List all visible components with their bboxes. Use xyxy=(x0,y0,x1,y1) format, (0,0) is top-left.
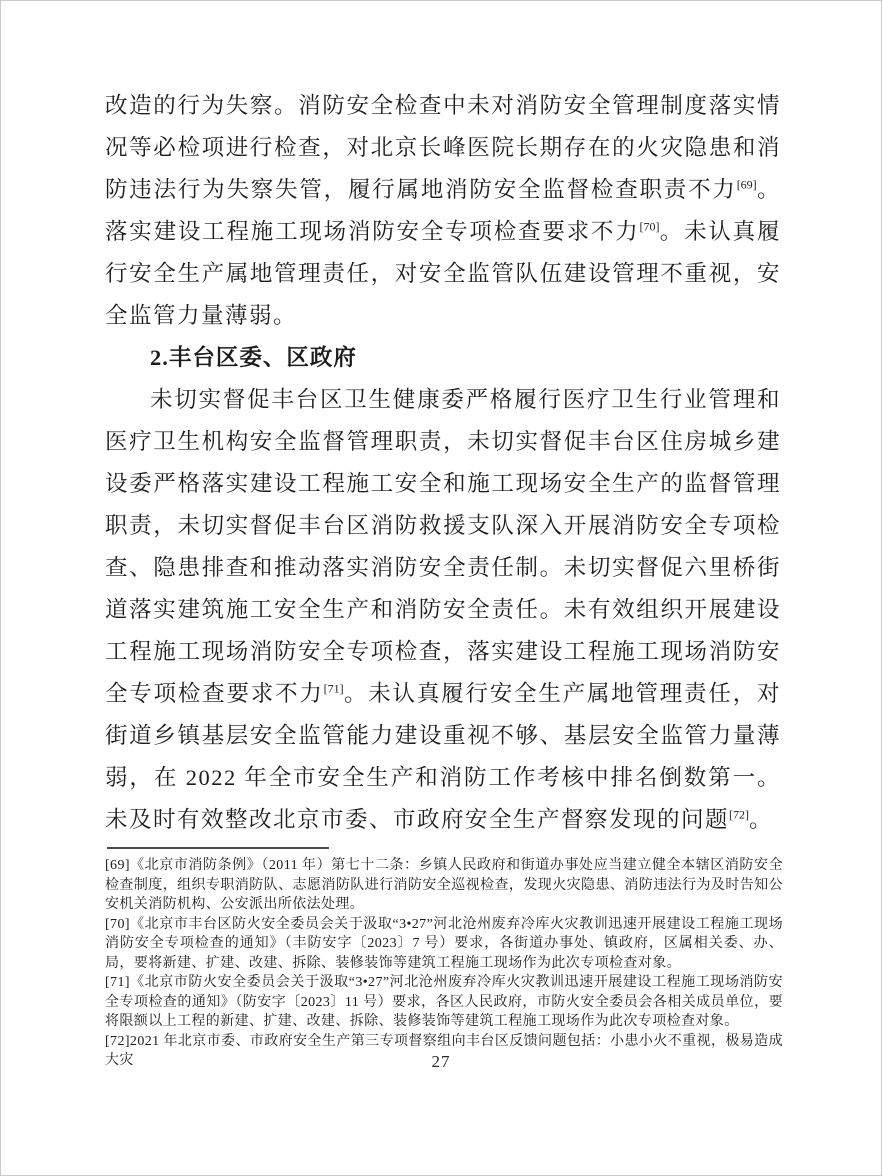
footnote-ref-69: [69] xyxy=(736,177,757,192)
footnotes-section xyxy=(105,847,783,1071)
footnote-72: [72]2021 年北京市委、市政府安全生产第三专项督察组向丰台区反馈问题包括：小患小火不重视，极易造成大灾 xyxy=(105,1033,783,1068)
body-text xyxy=(105,85,781,841)
footnote-ref-72: [72] xyxy=(729,807,750,822)
paragraph-text: 未切实督促丰台区卫生健康委严格履行医疗卫生行业管理和医疗卫生机构安全监督管理职责，未切实督促丰台区住房城乡建设委严格落实建设工程施工安全和施工现场安全生产的监督管理职责，未切实督促丰台区消防救援支队深入开展消防安全专项检查、隐患排查和推动落实消防安全责任制。未切实督促六里桥街道落实建筑施工安全生产和消防安全责任。未有效组织开展建设工程施工现场消防安全专项检查，落实建设工程施工现场消防安全专项检查要求不力 xyxy=(105,387,781,706)
paragraph-text: 。未认真履行安全生产属地管理责任，对安全监管队伍建设管理不重视，安全监管力量薄弱。 xyxy=(105,219,781,328)
footnote-70: [70]《北京市丰台区防火安全委员会关于汲取“3•27”河北沧州废弃冷库火灾教训迅速开展建设工程施工现场消防安全专项检查的通知》（丰防安字〔2023〕7 号）要求，各街道办事处、镇政府，区属相关委、办、局，要将新建、扩建、改建、拆除、装修装饰等建筑工程施工现场作为此次专项检查对象。 xyxy=(105,916,783,971)
paragraph xyxy=(105,379,781,841)
paragraph-text: 改造的行为失察。消防安全检查中未对消防安全管理制度落实情况等必检项进行检查，对北京长峰医院长期存在的火灾隐患和消防违法行为失察失管，履行属地消防安全监督检查职责不力 xyxy=(105,93,781,202)
footnote-69: [69]《北京市消防条例》（2011 年）第七十二条：乡镇人民政府和街道办事处应当建立健全本辖区消防安全检查制度，组织专职消防队、志愿消防队进行消防安全巡视检查，发现火灾隐患、消防违法行为及时告知公安机关消防机构、公安派出所依法处理。 xyxy=(105,858,783,912)
paragraph-text: 。未认真履行安全生产属地管理责任，对街道乡镇基层安全监管能力建设重视不够、基层安全监管力量薄弱，在 2022 年全市安全生产和消防工作考核中排名倒数第一。未及时有效整改北京市委、市政府安全生产督察发现的问题 xyxy=(105,681,781,832)
paragraph-text: 。落实建设工程施工现场消防安全专项检查要求不力 xyxy=(105,177,781,244)
section-heading: 2.丰台区委、区政府 xyxy=(150,345,357,370)
paragraph-text: 。 xyxy=(749,807,774,832)
footnote-ref-71: [71] xyxy=(323,681,344,696)
footnote-separator xyxy=(107,847,329,849)
paragraph-continuation xyxy=(105,85,781,337)
page-number: 27 xyxy=(431,1052,451,1071)
footnote-71: [71]《北京市防火安全委员会关于汲取“3•27”河北沧州废弃冷库火灾教训迅速开展建设工程施工现场消防安全专项检查的通知》（防安字〔2023〕11 号）要求，各区人民政府，市防火安全委员会各相关成员单位，要将限额以上工程的新建、扩建、改建、拆除、装修装饰等建筑工程施工现场作为此次专项检查对象。 xyxy=(105,975,783,1029)
footnote-ref-70: [70] xyxy=(639,219,660,234)
